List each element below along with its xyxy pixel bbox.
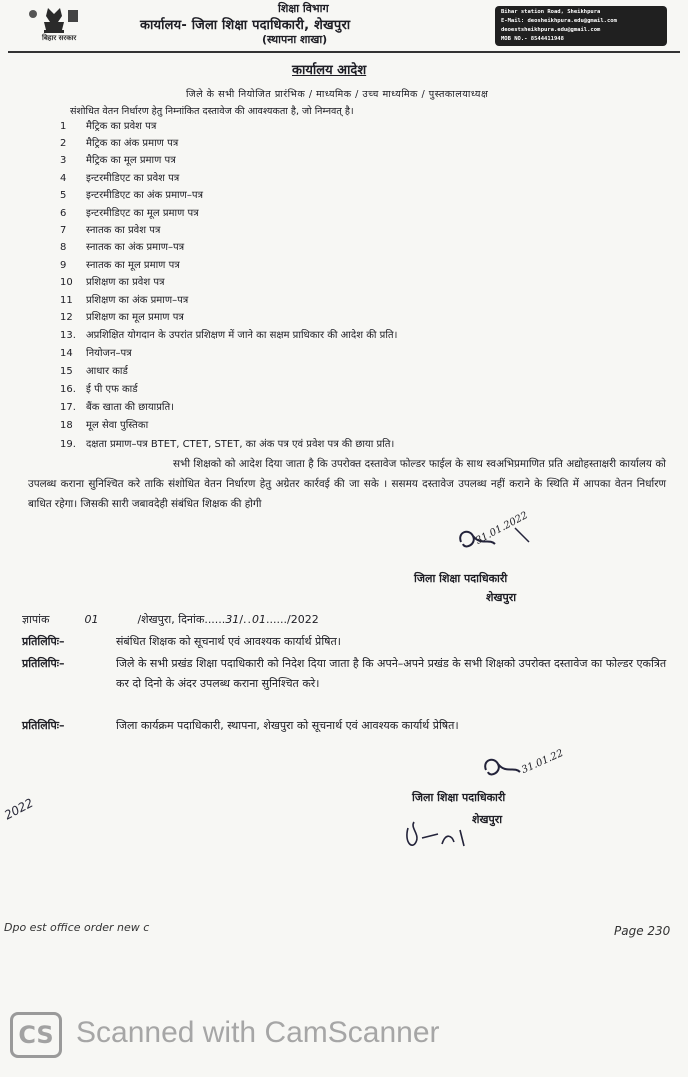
document-list-item <box>60 170 179 186</box>
document-text: आधार कार्ड <box>86 366 128 377</box>
memo-number: 01 <box>84 613 99 626</box>
document-number: 9 <box>60 260 67 271</box>
document-list-item <box>60 118 156 134</box>
copy-text-3: जिला कार्यक्रम पदाधिकारी, स्थापना, शेखपुरा को सूचनार्थ एवं आवश्यक कार्यार्थ प्रेषित। <box>116 719 459 732</box>
document-number: 1 <box>60 121 67 132</box>
department-name: शिक्षा विभाग <box>278 2 329 15</box>
office-name: कार्यालय- जिला शिक्षा पदाधिकारी, शेखपुरा <box>140 18 351 33</box>
contact-mobile: MOB NO.- 8544411948 <box>501 36 564 42</box>
handwritten-date-2: 31.01.22 <box>520 747 566 777</box>
document-number: 3 <box>60 155 67 166</box>
footer-page-number: Page 230 <box>614 924 671 938</box>
document-number: 4 <box>60 173 67 184</box>
header-divider <box>8 51 680 53</box>
document-number: 12 <box>60 312 73 323</box>
camscanner-watermark: Scanned with CamScanner <box>76 1016 440 1049</box>
copy-text-2: जिले के सभी प्रखंड शिक्षा पदाधिकारी को निदेश दिया जाता है कि अपने–अपने प्रखंड के सभी शिक्षको उपरोक्त दस्तावेज का फोल्डर एकत्रित कर दो दिनो के अंदर उपलब्ध कराना सुनिश्चित करे। <box>116 657 667 690</box>
contact-address: Bihar station Road, Sheikhpura <box>501 9 601 15</box>
handwritten-initials <box>402 808 482 854</box>
contact-box <box>495 6 667 46</box>
document-list-item <box>60 274 165 290</box>
intro-line-2: संशोधित वेतन निर्धारण हेतु निम्नांकित दस्तावेज की आवश्यकता है, जो निम्नवत् है। <box>70 106 354 117</box>
document-number: 8 <box>60 242 67 253</box>
document-number: 5 <box>60 190 67 201</box>
document-text: इन्टरमीडिएट का प्रवेश पत्र <box>86 173 180 184</box>
order-title: कार्यालय आदेश <box>292 63 367 78</box>
signatory-title-1: जिला शिक्षा पदाधिकारी <box>414 572 508 585</box>
document-text: स्नातक का प्रवेश पत्र <box>86 225 161 236</box>
document-text: स्नातक का मूल प्रमाण पत्र <box>86 260 180 271</box>
document-text: दक्षता प्रमाण–पत्र BTET, CTET, STET, का अंक पत्र एवं प्रवेश पत्र की छाया प्रति। <box>86 439 395 450</box>
copy-text-1: संबंधित शिक्षक को सूचनार्थ एवं आवश्यक कार्यार्थ प्रेषित। <box>116 635 341 648</box>
memo-label: ज्ञापांक <box>22 613 50 626</box>
document-number: 17. <box>60 402 76 413</box>
margin-note: 2022 <box>2 795 36 823</box>
document-number: 10 <box>60 277 73 288</box>
document-list-item <box>60 152 176 168</box>
document-number: 13. <box>60 330 76 341</box>
memo-month: 01 <box>252 613 267 626</box>
document-number: 11 <box>60 295 73 306</box>
memo-day: 31 <box>225 613 240 626</box>
letterhead <box>8 2 680 50</box>
document-list-item <box>60 327 397 343</box>
document-list-item <box>60 309 184 325</box>
document-list-item <box>60 205 199 221</box>
document-list-item <box>60 399 174 415</box>
intro-line-1: जिले के सभी नियोजित प्रारंभिक / माध्यमिक / उच्च माध्यमिक / पुस्तकालयाध्यक्ष <box>186 89 489 100</box>
document-text: नियोजन–पत्र <box>86 348 132 359</box>
document-number: 16. <box>60 384 76 395</box>
memo-line: ज्ञापांक 01 /शेखपुरा, दिनांक......31/..01....../2022 <box>22 613 319 626</box>
copy-label-3: प्रतिलिपिः– <box>22 719 65 732</box>
document-number: 2 <box>60 138 67 149</box>
document-text: मैट्रिक का अंक प्रमाण पत्र <box>86 138 179 149</box>
document-list-item <box>60 436 394 452</box>
document-list-item <box>60 239 184 255</box>
signatory-place-1: शेखपुरा <box>486 591 517 604</box>
contact-email: E-Mail: deosheikhpura.edu@gmail.com <box>501 18 617 24</box>
document-list-item <box>60 292 188 308</box>
document-text: इन्टरमीडिएट का अंक प्रमाण–पत्र <box>86 190 204 201</box>
signatory-title-2: जिला शिक्षा पदाधिकारी <box>412 791 506 804</box>
document-text: प्रशिक्षण का प्रवेश पत्र <box>86 277 165 288</box>
document-list-item <box>60 417 148 433</box>
document-number: 15 <box>60 366 73 377</box>
document-text: अप्रशिक्षित योगदान के उपरांत प्रशिक्षण में जाने का सक्षम प्राधिकार की आदेश की प्रति। <box>86 330 398 341</box>
document-text: बैंक खाता की छायाप्रति। <box>86 402 175 413</box>
document-number: 18 <box>60 420 73 431</box>
document-text: प्रशिक्षण का मूल प्रमाण पत्र <box>86 312 184 323</box>
document-list-item <box>60 135 178 151</box>
document-number: 7 <box>60 225 67 236</box>
memo-year: /2022 <box>287 613 319 626</box>
document-number: 14 <box>60 348 73 359</box>
document-list-item <box>60 345 132 361</box>
document-text: मैट्रिक का मूल प्रमाण पत्र <box>86 155 176 166</box>
document-text: मैट्रिक का प्रवेश पत्र <box>86 121 157 132</box>
document-list-item <box>60 257 180 273</box>
document-text: इन्टरमीडिएट का मूल प्रमाण पत्र <box>86 208 199 219</box>
branch-name: (स्थापना शाखा) <box>262 33 328 46</box>
document-list-item <box>60 363 128 379</box>
footer-filename: Dpo est office order new c <box>4 921 150 934</box>
contact-email-2: deoestsheikhpura.edu@gmail.com <box>501 27 601 33</box>
document-text: प्रशिक्षण का अंक प्रमाण–पत्र <box>86 295 189 306</box>
handwritten-date-1: 31.01.2022 <box>474 510 530 547</box>
instruction-paragraph: सभी शिक्षको को आदेश दिया जाता है कि उपरोक्त दस्तावेज फोल्डर फाईल के साथ स्वअभिप्रमाणित प्रति अद्योहस्ताक्षरी कार्यालय को उपलब्ध कराना सुनिश्चित करे ताकि संशोधित वेतन निर्धारण हेतु अग्रेतर कार्रवई की जा सके । ससमय दस्तावेज उपलब्ध नहीं कराने के स्थिति में आपका वेतन निर्धारण बाधित रहेगा। जिसकी सारी जबावदेही संबंधित शिक्षक की होगी <box>28 458 666 510</box>
document-number: 6 <box>60 208 67 219</box>
document-text: ई पी एफ कार्ड <box>86 384 138 395</box>
memo-place-date: /शेखपुरा, दिनांक...... <box>137 613 226 626</box>
copy-label-1: प्रतिलिपिः– <box>22 635 65 648</box>
copy-label-2: प्रतिलिपिः– <box>22 657 65 670</box>
document-number: 19. <box>60 439 76 450</box>
document-list-item <box>60 381 138 397</box>
document-text: स्नातक का अंक प्रमाण–पत्र <box>86 242 185 253</box>
camscanner-logo-icon: CS <box>10 1012 62 1058</box>
memo-date-separator: / <box>239 613 244 626</box>
document-list-item <box>60 187 203 203</box>
signatory-place-2: शेखपुरा <box>472 813 503 826</box>
document-list-item <box>60 222 160 238</box>
logo-caption: बिहार सरकार <box>42 34 77 42</box>
document-text: मूल सेवा पुस्तिका <box>86 420 149 431</box>
